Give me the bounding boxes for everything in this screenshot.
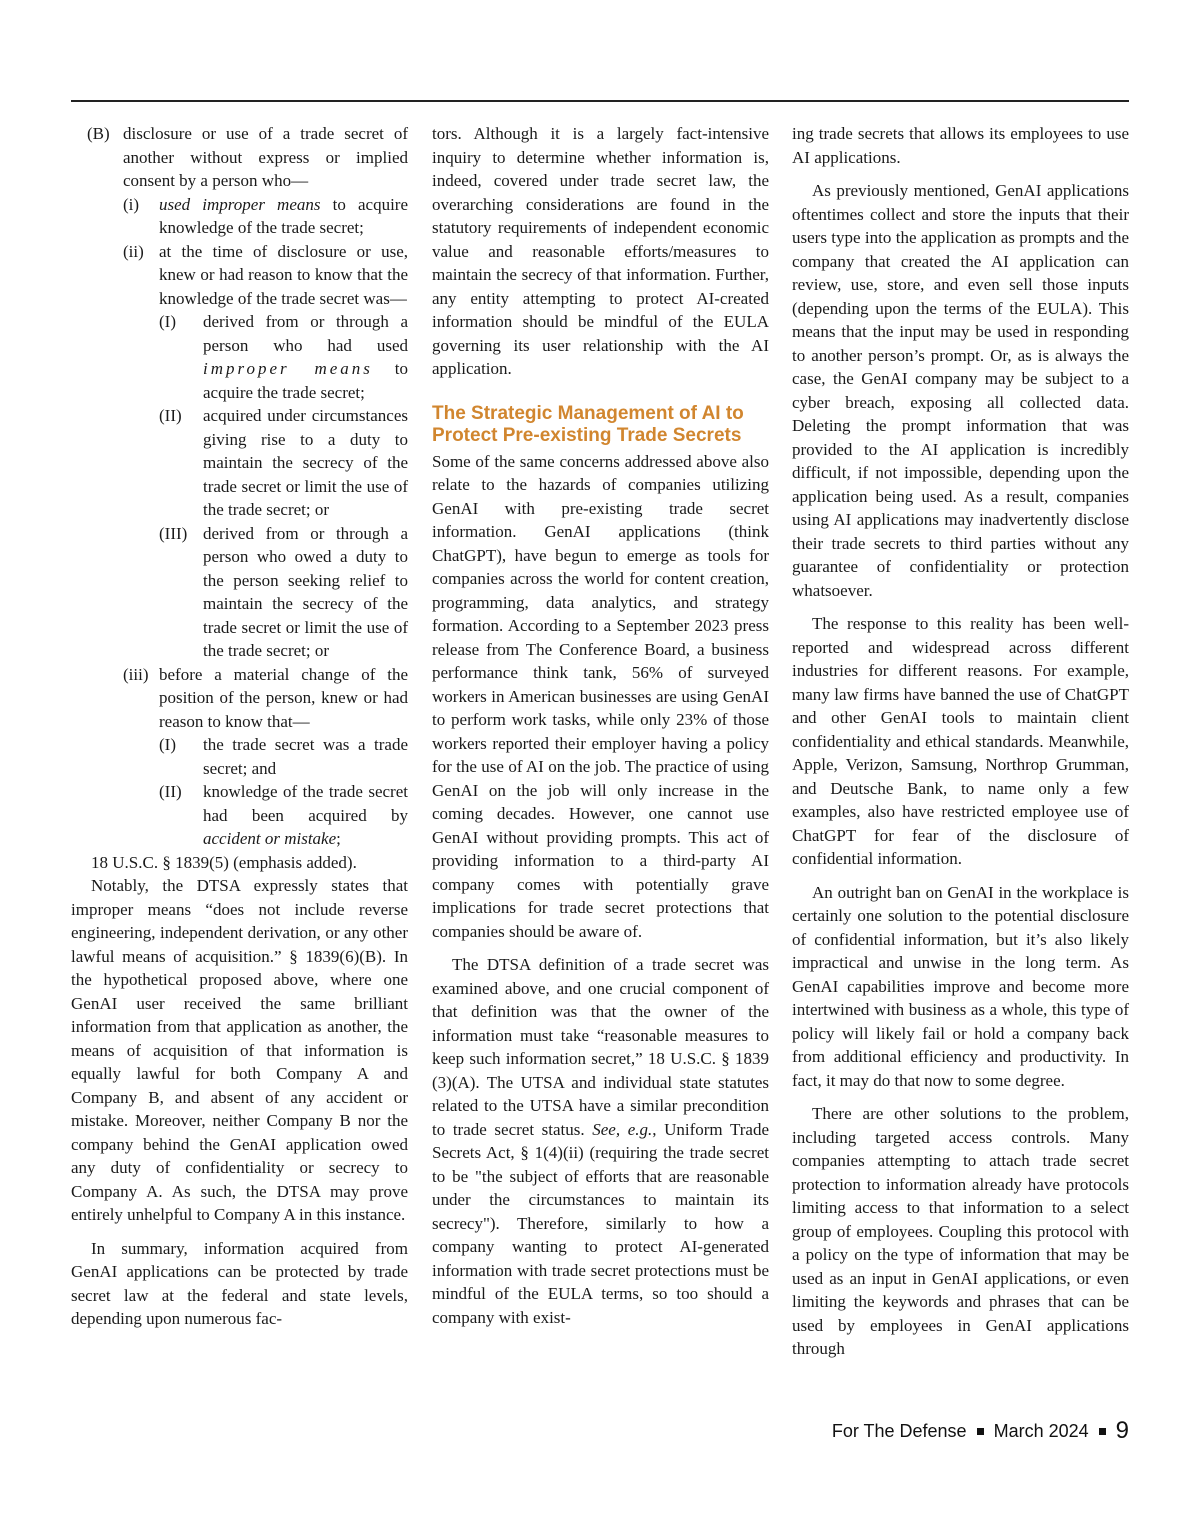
paragraph-text-post: , Uniform Trade Secrets Act, § 1(4)(ii) (requiring the trade secret to be "the subject of efforts that are reasonable under the circumstances to maintain its secrecy"). Therefore, similarly to how a company wanting to protect AI-generated information with trade secret protections must be mindful of the EULA terms, so too should a company with exist-	[432, 1119, 769, 1327]
statute-item-ii-I	[71, 310, 408, 404]
statute-item-ii-III	[71, 522, 408, 663]
paragraph-gap	[71, 1227, 408, 1237]
statute-item-ii-II	[71, 404, 408, 522]
body-paragraph: Notably, the DTSA expressly states that improper means “does not include reverse engineering, independent derivation, or any other lawful means of acquisition.” § 1839(6)(B). In the hypothetical proposed above, where one GenAI user received the same brilliant information from that application as another, the means of acquisition of that information is equally lawful for both Company A and Company B, and absent of any accident or mistake. Moreover, neither Company B nor the company behind the GenAI application owed any duty of confidentiality or secrecy to Company A. As such, the DTSA may prove entirely unhelpful to Company A in this instance.	[71, 876, 408, 1224]
item-text-rest: to acquire knowledge of the trade secret;	[159, 194, 408, 237]
square-bullet-icon	[1099, 1428, 1106, 1435]
item-text: acquired under circumstances giving rise to a duty to maintain the secrecy of the trade secret or limit the use of the trade secret; or	[203, 406, 408, 519]
page-footer	[832, 1417, 1129, 1445]
paragraph-gap	[792, 602, 1129, 612]
paragraph-gap	[792, 1092, 1129, 1102]
body-paragraph: tors. Although it is a largely fact-intensive inquiry to determine whether information is, indeed, covered under trade secret law, the overarching considerations are found in the statutory requirements of independent economic value and reasonable efforts/measures to maintain the secrecy of that information. Further, any entity attempting to protect AI-created information should be mindful of the EULA governing its user relationship with the AI application.	[432, 124, 769, 378]
publication-name: For The Defense	[831, 1420, 967, 1441]
body-paragraph: In summary, information acquired from GenAI applications can be protected by trade secret law at the federal and state levels, depending upon numerous fac-	[71, 1238, 408, 1328]
statute-item-b	[71, 122, 408, 193]
section-heading: The Strategic Management of AI to Protect Pre-existing Trade Secrets	[432, 402, 744, 446]
item-text-pre: derived from or through a person who had used	[203, 312, 408, 355]
item-text: at the time of disclosure or use, knew or had reason to know that the knowledge of the trade secret was—	[159, 241, 408, 308]
statute-item-i	[71, 193, 408, 240]
item-label: (iii)	[123, 664, 149, 684]
item-text	[203, 780, 408, 851]
paragraph-gap	[792, 871, 1129, 881]
statute-item-ii	[71, 240, 408, 311]
body-paragraph: The response to this reality has been well-reported and widespread across different industries for different reasons. For example, many law firms have banned the use of ChatGPT and other GenAI tools to maintain client confidentiality and ethical standards. Meanwhile, Apple, Verizon, Samsung, Northrop Grumman, and Deutsche Bank, to name only a few examples, also have restricted employee use of ChatGPT for fear of the disclosure of confidential information.	[792, 614, 1129, 868]
paragraph-text-pre: The DTSA definition of a trade secret was examined above, and one crucial component of that definition was that the owner of the information must take “reasonable measures to keep such information secret,” 18 U.S.C. § 1839 (3)(A). The UTSA and individual state statutes related to the UTSA have a similar precondition to trade secret status.	[432, 955, 769, 1139]
emphasis: improper means	[203, 359, 373, 378]
column-1	[71, 122, 408, 1331]
item-label: (i)	[123, 194, 140, 214]
item-text-pre: knowledge of the trade secret had been acquired by	[203, 782, 408, 825]
issue-date: March 2024	[993, 1420, 1089, 1441]
column-2	[432, 122, 769, 1329]
item-text	[159, 193, 408, 240]
page-number: 9	[1115, 1417, 1129, 1444]
item-text: derived from or through a person who owed a duty to the person seeking relief to maintain the secrecy of the trade secret or limit the use of the trade secret; or	[203, 523, 408, 660]
item-text	[203, 310, 408, 404]
body-paragraph	[432, 953, 769, 1329]
body-paragraph: There are other solutions to the problem, including targeted access controls. Many companies attempting to attach trade secret protection to information already have protocols limiting access to that information to a select group of employees. Coupling this protocol with a policy on the type of information that may be used as an input in GenAI applications, or even limiting the keywords and phrases that can be used by employees in GenAI applications through	[792, 1104, 1129, 1358]
item-label: (II)	[159, 782, 182, 801]
column-3	[792, 122, 1129, 1361]
item-text-post: ;	[336, 829, 341, 848]
paragraph-gap	[432, 943, 769, 953]
item-text: before a material change of the position of the person, knew or had reason to know that—	[159, 664, 408, 731]
item-text: the trade secret was a trade secret; and	[203, 735, 408, 778]
item-label: (II)	[159, 406, 182, 425]
statute-citation: 18 U.S.C. § 1839(5) (emphasis added).	[91, 852, 357, 872]
item-label: (ii)	[123, 241, 144, 261]
item-label: (I)	[159, 312, 176, 331]
item-text: disclosure or use of a trade secret of another without express or implied consent by a person who—	[123, 124, 408, 190]
square-bullet-icon	[977, 1428, 984, 1435]
body-paragraph: ing trade secrets that allows its employees to use AI applications.	[792, 124, 1129, 167]
statute-item-iii-I	[71, 733, 408, 780]
emphasis: used improper means	[159, 194, 321, 214]
emphasis: accident or mistake	[203, 829, 337, 848]
item-label: (I)	[159, 735, 176, 754]
header-rule	[71, 100, 1129, 102]
statute-item-iii-II	[71, 780, 408, 851]
item-label: (III)	[159, 523, 188, 543]
emphasis: See, e.g.	[592, 1119, 653, 1139]
item-text-post: to acquire the trade secret;	[203, 359, 408, 402]
body-paragraph: Some of the same concerns addressed above also relate to the hazards of companies utilizing GenAI with pre-existing trade secret information. GenAI applications (think ChatGPT), have begun to emerge as tools for companies across the world for content creation, programming, data analytics, and strategy formation. According to a September 2023 press release from The Conference Board, a business performance think tank, 56% of surveyed workers in American businesses are using GenAI to perform work tasks, while only 23% of those workers reported their employer having a policy for the use of AI on the job. The practice of using GenAI on the job will only increase in the coming decades. However, one cannot use GenAI without providing prompts. This act of providing information to a third-party AI company comes with potentially grave implications for trade secret protections that companies should be aware of.	[432, 451, 769, 941]
paragraph-gap	[792, 169, 1129, 179]
item-label: (B)	[87, 124, 110, 143]
body-paragraph: As previously mentioned, GenAI applications oftentimes collect and store the inputs that their users type into the application as prompts and the company that created the AI application can review, use, store, and even sell those inputs (depending upon the terms of the EULA). This means that the input may be used in responding to another person’s prompt. Or, as is always the case, the GenAI company may be subject to a cyber breach, exposing all collected data. Deleting the prompt information that was provided to the AI application is incredibly difficult, if not impossible, depending upon the application being used. As a result, companies using AI applications may inadvertently disclose their trade secrets to third parties without any guarantee of confidentiality or protection whatsoever.	[792, 181, 1129, 600]
statute-item-iii	[71, 663, 408, 734]
body-paragraph: An outright ban on GenAI in the workplace is certainly one solution to the potential disclosure of confidential information, but it’s also likely impractical and unwise in the long term. As GenAI capabilities improve and become more intertwined with business as a whole, this type of policy will likely fail or hold a company back from additional efficiency and productivity. In fact, it may do that now to some degree.	[792, 882, 1129, 1090]
